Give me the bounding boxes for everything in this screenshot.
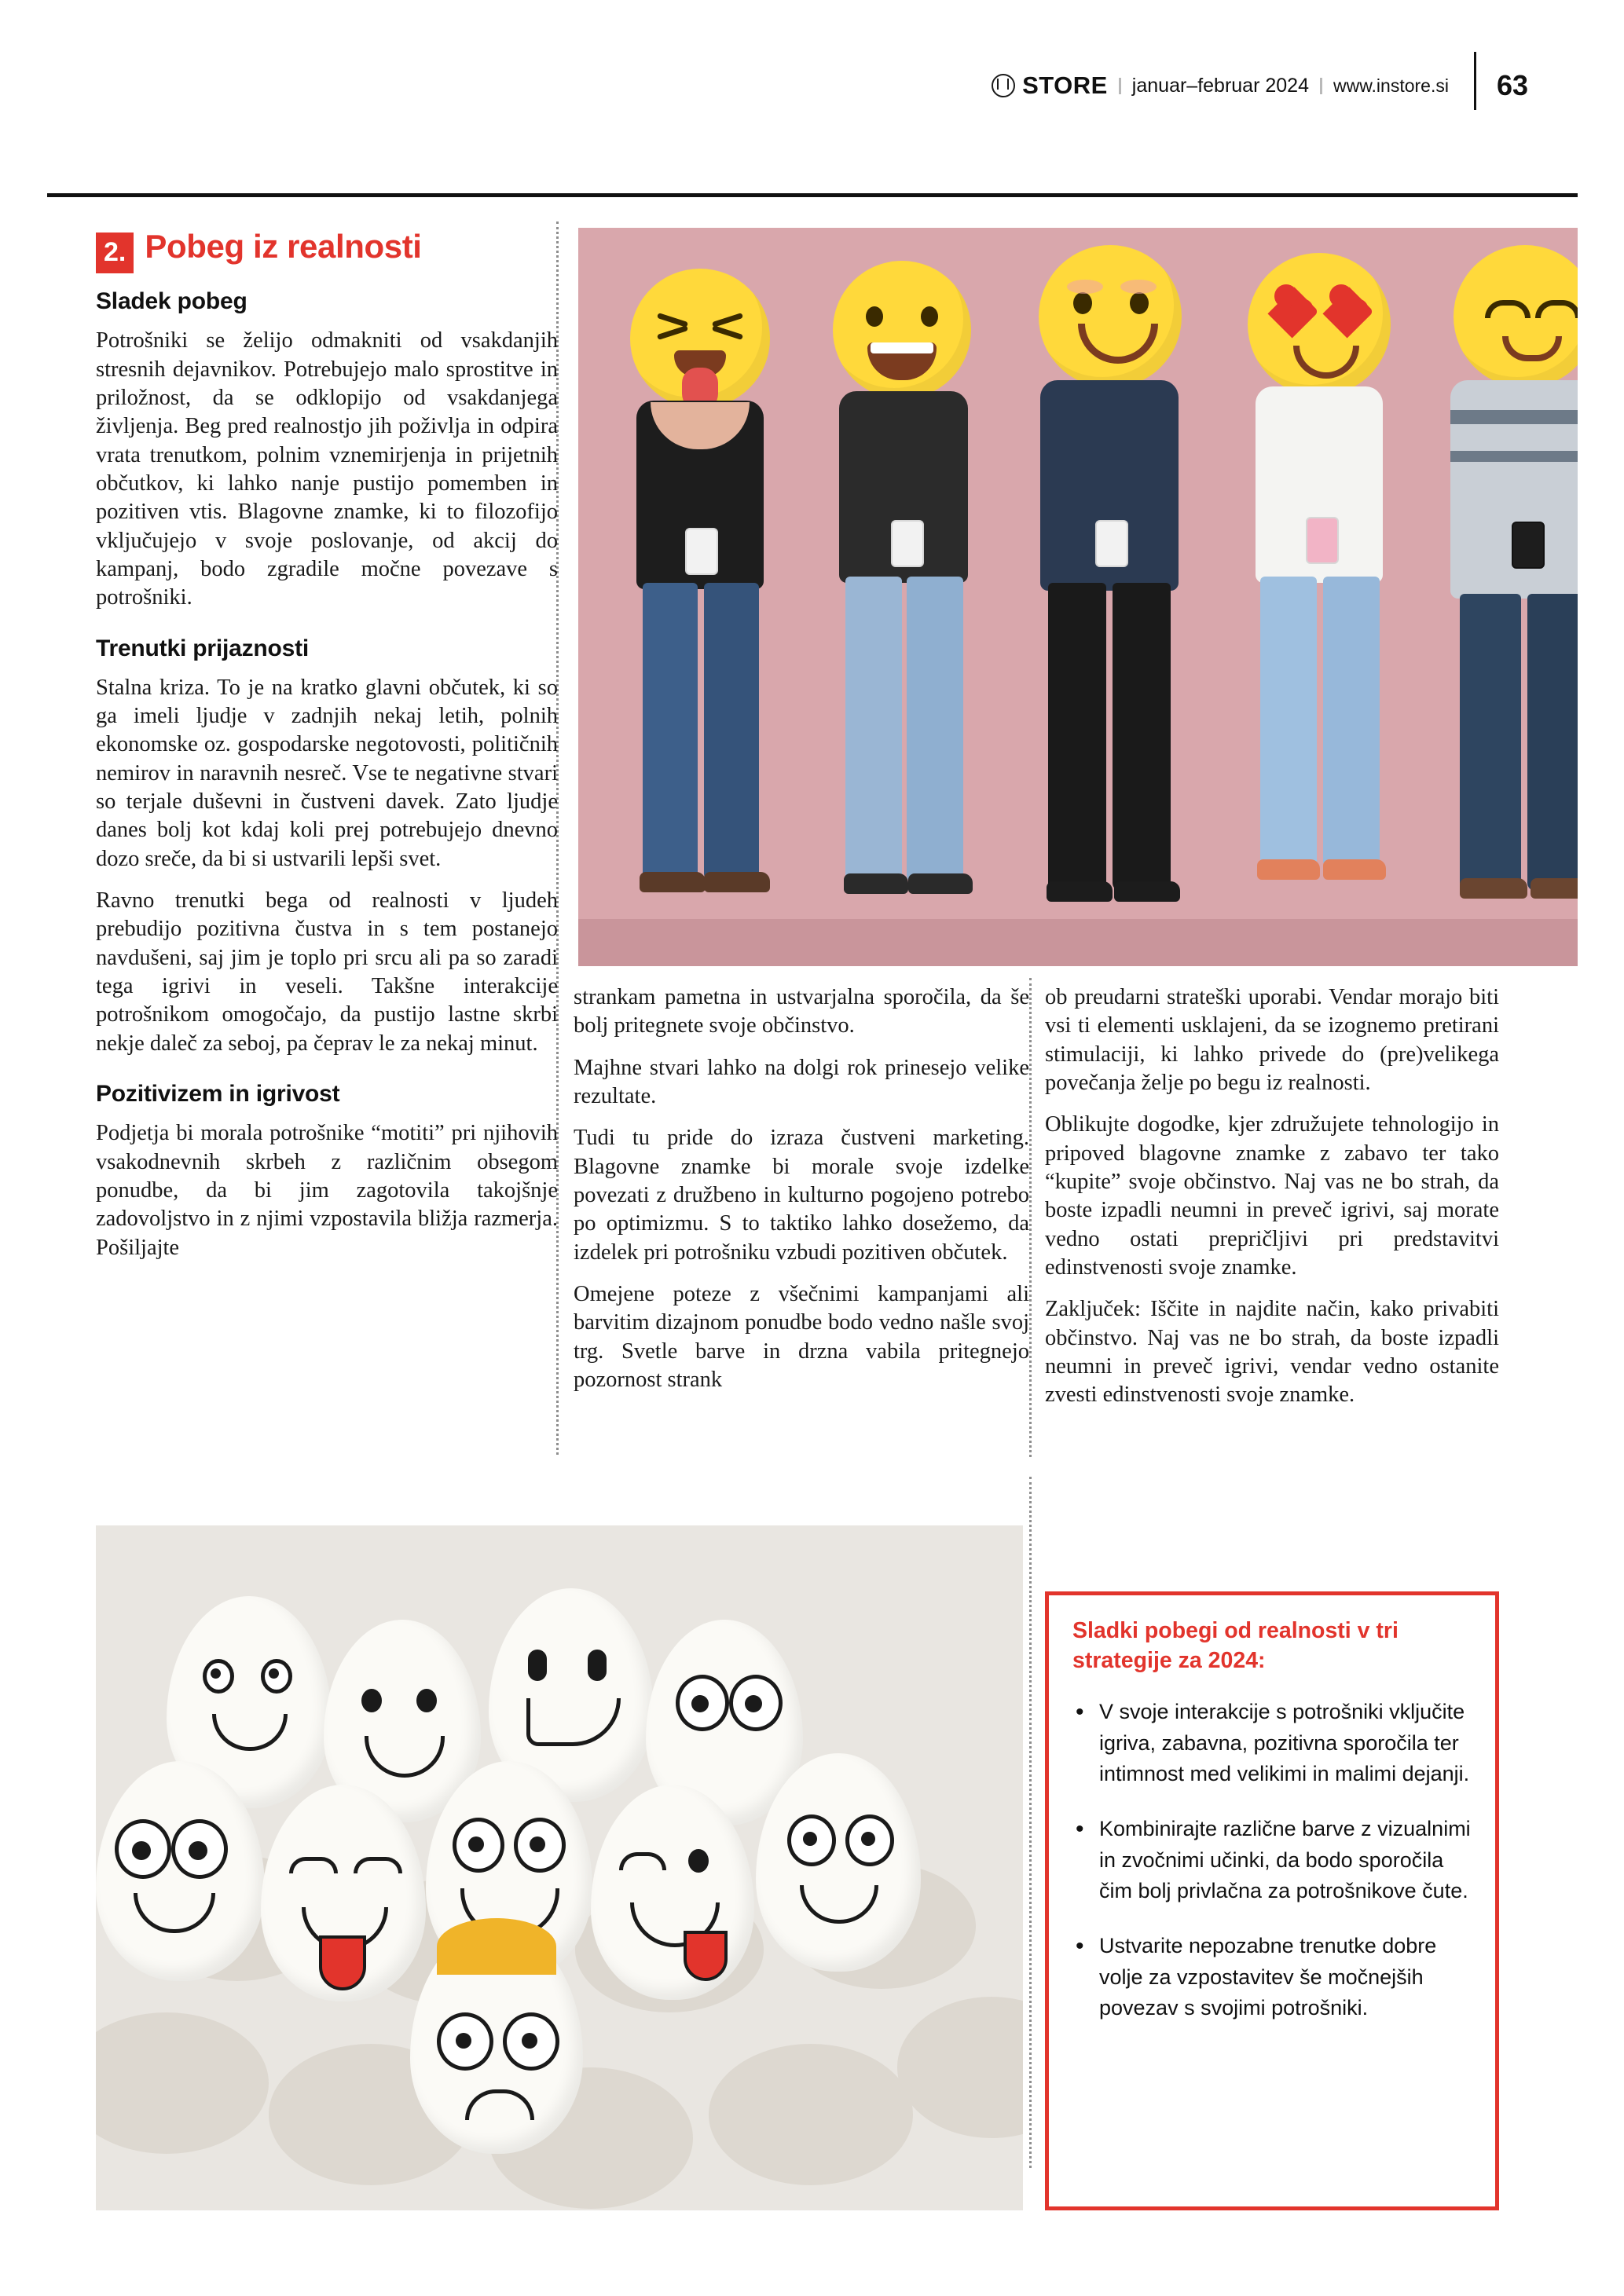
column-divider-3 [1029,1477,1032,2168]
header-horizontal-rule [47,193,1578,197]
callout-item: • Ustvarite nepozabne trenutke dobre volje za vzpostavitev še močnejših povezav s svojimi potrošniki. [1099,1931,1472,2024]
paragraph: Stalna kriza. To je na kratko glavni občutek, ki so ga imeli ljudje v zadnjih nekaj letih, polnih ekonomske oz. gospodarske negotovosti, političnih nemirov in naravnih nesreč. Vse te negativne stvari so terjale duševni in čustveni davek. Zato ljudje danes bolj kot kdaj koli prej potrebujejo dnevno dozo sreče, da bi si ustvarili lepši svet. [96,675,558,871]
magazine-title: STORE [1022,71,1108,99]
paragraph: Podjetja bi morala potrošnike “motiti” pri njihovih vsakodnevnih skrbeh z različnim obsegom ponudbe, da bi jim zagotovila takojšnje zadovoljstvo in z njimi vzpostavila bližja razmerja. Pošiljajte [96,1121,558,1260]
header-vertical-rule [1474,52,1476,110]
subheading-trenutki-prijaznosti: Trenutki prijaznosti [96,635,310,661]
callout-title: Sladki pobegi od realnosti v tri strategije za 2024: [1072,1618,1399,1674]
website-url: www.instore.si [1333,75,1449,96]
emoji-head-grin-icon [833,261,971,399]
paragraph: Omejene poteze z všečnimi kampanjami ali barvitim dizajnom ponudbe bodo vedno našle svoj trg. Svetle barve in drzna vabila pritegnejo pozornost strank [574,1281,1029,1392]
issue-date: januar–februar 2024 [1131,74,1309,97]
subheading-pozitivizem-in-igrivost: Pozitivizem in igrivost [96,1081,340,1108]
paragraph: Potrošniki se želijo odmakniti od vsakdanjih stresnih dejavnikov. Potrebujejo malo sprostitve in priložnost, da se odklopijo od vsakdanjega življenja. Beg pred realnostjo jih poživlja in odpira vrata trenutkom, polnim vznemirjenja in prijetnih občutkov, ki lahko nanje pustijo pomemben in pozitiven vtis. Blagovne znamke, ki to filozofijo vključujejo v svoje poslovanje, od akcij do kampanj, bodo zgradile močne povezave s potrošniki. [96,328,558,610]
photo-floor [578,919,1578,966]
callout-box [1045,1591,1499,2210]
paragraph: strankam pametna in ustvarjalna sporočila, da še bolj pritegnete svoje občinstvo. [574,985,1029,1038]
instore-logo-icon [992,74,1015,97]
article-column-3 [1045,983,1499,1423]
emoji-head-relieved-icon [1454,245,1578,388]
photo-person-1 [610,269,790,921]
emoji-head-smile-icon [1039,245,1182,388]
masthead [992,57,1528,115]
article-column-2 [574,983,1029,1408]
article-column-1 [96,287,558,1276]
photo-emoji-people [578,228,1578,966]
subheading-sladek-pobeg: Sladek pobeg [96,288,247,314]
photo-person-5 [1427,245,1578,921]
section-number-badge: 2. [96,233,134,273]
paragraph: Oblikujte dogodke, kjer združujete tehnologijo in pripoved blagovne znamke z zabavo ter tako “kupite” svoje občinstvo. Naj vas ne bo strah, da boste izpadli neumni in preveč igrivi, saj morate vedno ostati prepričljivi pri predstavitvi edinstvenosti svoje znamke. [1045,1112,1499,1280]
emoji-head-heart-eyes-icon [1248,253,1391,396]
paragraph: Zaključek: Iščite in najdite način, kako privabiti občinstvo. Naj vas ne bo strah, da boste izpadli neumni in preveč igrivi, vendar vedno ostanite zvesti edinstvenosti svoje znamke. [1045,1297,1499,1408]
header-divider-2 [1320,78,1322,94]
photo-person-3 [1017,245,1205,921]
emoji-head-tongue-icon [630,269,770,408]
callout-item: • V svoje interakcije s potrošniki vključite igriva, zabavna, pozitivna sporočila ter intimnost med velikimi in malimi dejanji. [1099,1697,1472,1790]
photo-person-4 [1227,253,1416,921]
section-heading [96,228,422,270]
paragraph: Tudi tu pride do izraza čustveni marketing. Blagovne znamke bi morale svoje izdelke povezati z družbeno in kulturno pogojeno potrebo po optimizmu. S to taktiko lahko dosežemo, da izdelek pri potrošniku vzbudi pozitiven občutek. [574,1126,1029,1265]
callout-item: • Kombinirajte različne barve z vizualnimi in zvočnimi učinki, da bodo sporočila čim bolj privlačna za potrošnikove čute. [1099,1814,1472,1907]
paragraph: ob preudarni strateški uporabi. Vendar morajo biti vsi ti elementi usklajeni, da se izognemo pretirani stimulaciji, ki lahko privede do (pre)velikega povečanja želje po begu iz realnosti. [1045,985,1499,1095]
column-divider-2 [1029,978,1032,1457]
section-title: Pobeg iz realnosti [145,228,422,265]
photo-eggs-with-faces [96,1525,1023,2210]
page-number: 63 [1496,69,1528,101]
photo-person-2 [814,261,995,921]
callout-list [1072,1697,1472,2024]
paragraph: Majhne stvari lahko na dolgi rok prinesejo velike rezultate. [574,1055,1029,1108]
header-divider [1119,78,1121,94]
page-header [0,57,1624,119]
paragraph: Ravno trenutki bega od realnosti v ljudeh prebudijo pozitivna čustva in s tem postanejo navdušeni, saj jim je toplo pri srcu ali pa so zaradi tega igrivi in veseli. Takšne interakcije potrošnikom omogočajo, da pustijo lastne skrbi nekje daleč za seboj, pa čeprav le za nekaj minut. [96,888,558,1056]
